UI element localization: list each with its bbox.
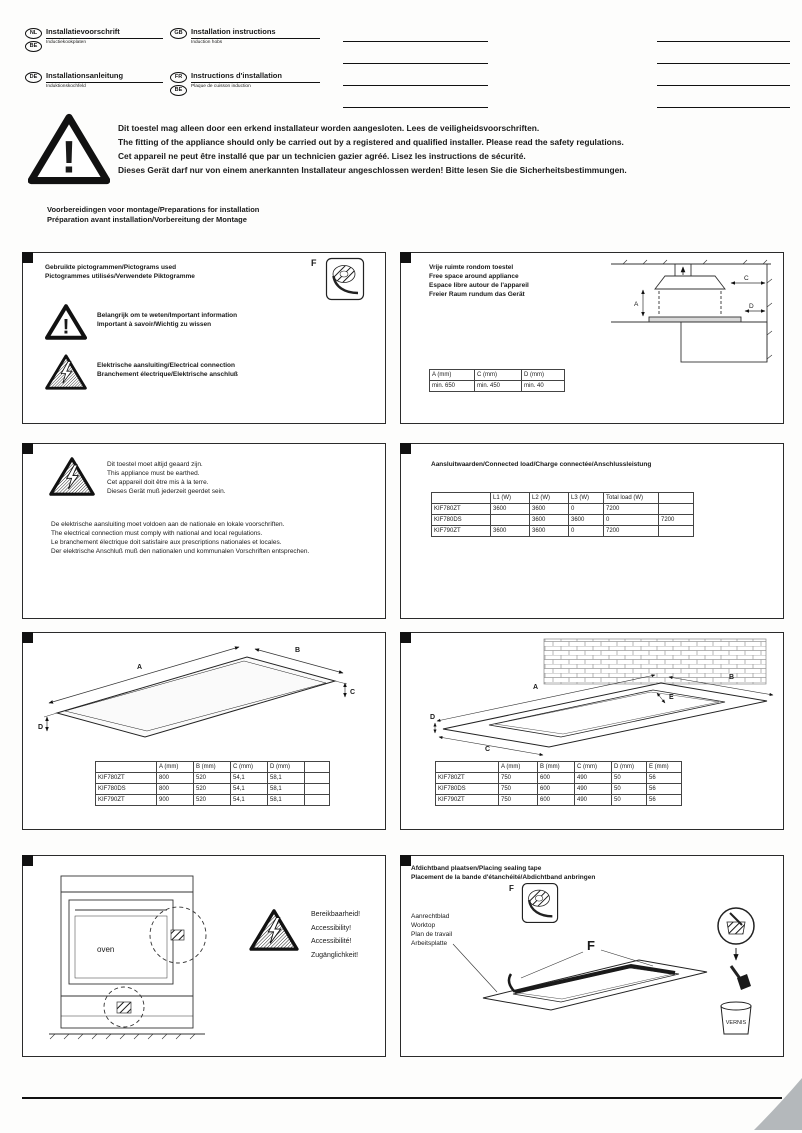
cell: 58,1 (268, 784, 305, 795)
language-badge-de: DE (25, 72, 42, 83)
f-label: F (311, 258, 317, 268)
header-cell: C (mm) (475, 370, 522, 381)
panel-corner-mark (400, 855, 411, 866)
important-info-label (97, 311, 237, 329)
title-line: Free space around appliance (429, 273, 519, 280)
page-corner-shape (754, 1078, 802, 1130)
cell: 7200 (604, 504, 659, 515)
lightning-triangle-icon (45, 353, 87, 391)
panel-corner-mark (22, 443, 33, 454)
cell: min. 450 (475, 381, 522, 392)
cell: 3600 (530, 526, 569, 537)
panel-corner-mark (400, 252, 411, 263)
blank-rule (343, 107, 488, 108)
table-row (436, 784, 682, 795)
lightning-triangle-icon (49, 456, 95, 497)
warning-triangle-icon (28, 112, 110, 186)
header-cell: Total load (W) (604, 493, 659, 504)
language-badges (170, 71, 187, 96)
text-line: Arbeitsplatte (411, 940, 448, 947)
cell: 3600 (569, 515, 604, 526)
panel-free-space (400, 252, 784, 424)
dim-label-b: B (729, 674, 735, 681)
text-line: Der elektrische Anschluß muß den nationalen und kommunalen Vorschriften entsprechen. (51, 548, 310, 555)
header-cell: A (mm) (157, 762, 194, 773)
language-badge-nl: NL (25, 28, 42, 39)
panel-accessibility (22, 855, 386, 1057)
title-line: Placement de la bande d'étanchéité/Abdichtband anbringen (411, 874, 596, 881)
free-space-title (429, 263, 529, 299)
table-row (432, 526, 694, 537)
panel-corner-mark (22, 855, 33, 866)
label-line: Elektrische aansluiting/Electrical connection (97, 362, 235, 369)
cell: 490 (575, 784, 612, 795)
cell: 800 (157, 773, 194, 784)
cell: 56 (647, 784, 682, 795)
cell: 490 (575, 773, 612, 784)
language-badge-gb: GB (170, 28, 187, 39)
header-entry-gb (170, 27, 320, 45)
panel-sealing-tape (400, 855, 784, 1057)
header-blank-field (343, 27, 488, 69)
header-rule (46, 38, 163, 39)
f-label-small: F (509, 884, 514, 893)
cell: 900 (157, 795, 194, 806)
cell: 750 (499, 795, 538, 806)
cell: 3600 (491, 504, 530, 515)
header-cell (436, 762, 499, 773)
cell: 50 (612, 773, 647, 784)
header-cell: L2 (W) (530, 493, 569, 504)
cell: 50 (612, 784, 647, 795)
text-line: Dieses Gerät muß jederzeit geerdet sein. (107, 488, 226, 495)
header-entry-de (25, 71, 163, 89)
language-badge-be: BE (170, 85, 187, 96)
electrical-warning-icon (249, 908, 299, 952)
panel-corner-mark (22, 632, 33, 643)
cell: 600 (538, 773, 575, 784)
dim-label-c: C (350, 689, 356, 696)
header-entry-subtitle: Inductiekookplaten (46, 40, 87, 45)
cell: KIF780ZT (436, 773, 499, 784)
cell: KIF780DS (436, 784, 499, 795)
svg-text:!: ! (62, 315, 70, 339)
cell: 54,1 (231, 795, 268, 806)
blank-rule (343, 41, 488, 42)
header-cell (659, 493, 694, 504)
header-cell: E (mm) (647, 762, 682, 773)
header-blank-field (343, 71, 488, 113)
cell (305, 784, 330, 795)
header-entry-fr-be (170, 71, 320, 96)
text-line: Aanrechtblad (411, 913, 450, 920)
dim-label-d: D (430, 714, 436, 721)
blank-rule (343, 63, 488, 64)
sealing-tape-icon (521, 882, 559, 924)
dim-label-e: E (669, 694, 674, 701)
cell: 0 (604, 515, 659, 526)
table-header-row (96, 762, 330, 773)
dim-label-d: D (38, 724, 44, 731)
blank-rule (657, 63, 790, 64)
dim-label-c: C (744, 275, 749, 282)
cell: KIF790ZT (436, 795, 499, 806)
cell: 56 (647, 773, 682, 784)
safety-warning-text (118, 121, 783, 177)
header-cell: D (mm) (522, 370, 565, 381)
dim-label-a: A (533, 684, 539, 691)
connected-load-table (431, 492, 694, 537)
section-title-line: Préparation avant installation/Vorbereitung der Montage (47, 215, 247, 224)
free-space-diagram (553, 259, 775, 365)
worktop-cutout-diagram (429, 637, 779, 757)
table-header-row (430, 370, 565, 381)
table-header-row (436, 762, 682, 773)
header-entry-subtitle: Induction hobs (191, 40, 223, 45)
cell: 58,1 (268, 795, 305, 806)
title-line: Freier Raum rundum das Gerät (429, 291, 525, 298)
title-line: Vrije ruimte rondom toestel (429, 264, 514, 271)
varnish-pictogram (703, 902, 769, 1050)
warning-line-fr: Cet appareil ne peut être installé que par un technicien gazier agréé. Lisez les instructions de sécurité. (118, 151, 526, 161)
cell: 600 (538, 784, 575, 795)
header-entry-title: Installation instructions (191, 27, 276, 36)
panel-earthing (22, 443, 386, 619)
cell: KIF780ZT (432, 504, 491, 515)
panel-connected-load (400, 443, 784, 619)
text-line: De elektrische aansluiting moet voldoen aan de nationale en lokale voorschriften. (51, 521, 285, 528)
pictograms-title (45, 263, 195, 281)
cell: 58,1 (268, 773, 305, 784)
header-cell: L3 (W) (569, 493, 604, 504)
blank-rule (657, 107, 790, 108)
tape-roll-icon (521, 882, 559, 924)
cell: KIF790ZT (96, 795, 157, 806)
oven-label: oven (97, 945, 115, 954)
cell: 800 (157, 784, 194, 795)
header-rule (191, 82, 320, 83)
header-cell: A (mm) (430, 370, 475, 381)
header-cell (96, 762, 157, 773)
earthing-statement (107, 460, 226, 496)
cell: min. 650 (430, 381, 475, 392)
text-line: Le branchement électrique doit satisfaire aux prescriptions nationales et locales. (51, 539, 282, 546)
electrical-connection-icon (45, 353, 87, 391)
cell: KIF780DS (96, 784, 157, 795)
sealing-tape-title (411, 864, 595, 882)
header-entry-subtitle: Plaque de cuisson induction (191, 84, 251, 89)
panel-appliance-dimensions (22, 632, 386, 830)
table-row (430, 381, 565, 392)
dim-label-c: C (485, 746, 491, 753)
header-cell: L1 (W) (491, 493, 530, 504)
panel-corner-mark (400, 443, 411, 454)
appliance-dimensions-diagram (37, 639, 372, 754)
warning-line-de: Dieses Gerät darf nur von einem anerkannten Installateur angeschlossen werden! Bitte lesen Sie die Sicherheitsbestimmungen. (118, 165, 627, 175)
header-cell: A (mm) (499, 762, 538, 773)
appliance-dimensions-table (95, 761, 330, 806)
cell (659, 504, 694, 515)
header-entry-title: Instructions d'installation (191, 71, 282, 80)
dim-label-a: A (634, 301, 639, 308)
cell: 520 (194, 784, 231, 795)
header-rule (46, 82, 163, 83)
label-line: Belangrijk om te weten/Important information (97, 312, 238, 319)
free-space-table (429, 369, 565, 392)
exclamation-triangle-icon (45, 303, 87, 341)
header-blank-field (657, 71, 790, 113)
title-line: Afdichtband plaatsen/Placing sealing tape (411, 865, 542, 872)
blank-rule (343, 85, 488, 86)
language-badge-fr: FR (170, 72, 187, 83)
text-line: Worktop (411, 922, 436, 929)
regulations-statement (51, 520, 309, 556)
text-line: The electrical connection must comply with national and local regulations. (51, 530, 263, 537)
header-entry-nl-be (25, 27, 163, 52)
cell: min. 40 (522, 381, 565, 392)
cell: 50 (612, 795, 647, 806)
language-badges (25, 71, 42, 89)
language-badge-be: BE (25, 41, 42, 52)
sealing-tape-icon (325, 257, 365, 301)
header-entry-text (46, 71, 163, 89)
cell (305, 795, 330, 806)
cell: 7200 (604, 526, 659, 537)
section-title (47, 205, 259, 225)
varnish-pot-label: VERNIS (725, 1020, 747, 1026)
text-line: Accessibility! (311, 924, 352, 932)
cell: KIF780DS (432, 515, 491, 526)
header-rule (191, 38, 320, 39)
language-badges (170, 27, 187, 45)
text-line: This appliance must be earthed. (107, 470, 200, 477)
page-corner-mark (750, 1078, 802, 1130)
cell: KIF780ZT (96, 773, 157, 784)
electrical-warning-icon (49, 456, 95, 497)
header-cell: B (mm) (194, 762, 231, 773)
tape-roll-icon (325, 257, 365, 301)
blank-rule (657, 85, 790, 86)
header-entry-text (191, 27, 320, 45)
panel-corner-mark (22, 252, 33, 263)
svg-text:!: ! (61, 131, 77, 183)
header-entry-text (46, 27, 163, 52)
cell: 490 (575, 795, 612, 806)
cell: 7200 (659, 515, 694, 526)
header-cell: B (mm) (538, 762, 575, 773)
label-line: Branchement électrique/Elektrische anschluß (97, 371, 238, 378)
section-title-line: Voorbereidingen voor montage/Preparations for installation (47, 205, 260, 214)
important-info-icon (45, 303, 87, 341)
header-cell: C (mm) (575, 762, 612, 773)
header-cell (305, 762, 330, 773)
worktop-cutout-table (435, 761, 682, 806)
cell: 750 (499, 773, 538, 784)
header-entry-title: Installationsanleitung (46, 71, 124, 80)
blank-rule (657, 41, 790, 42)
lightning-triangle-icon (249, 908, 299, 952)
table-row (96, 784, 330, 795)
warning-line-nl: Dit toestel mag alleen door een erkend installateur worden aangesloten. Lees de veiligheidsvoorschriften. (118, 123, 540, 133)
cell: 3600 (491, 526, 530, 537)
label-line: Important à savoir/Wichtig zu wissen (97, 321, 212, 328)
cell: 520 (194, 773, 231, 784)
table-row (96, 795, 330, 806)
connected-load-title: Aansluitwaarden/Connected load/Charge connectée/Anschlussleistung (431, 461, 652, 468)
cell (491, 515, 530, 526)
text-line: Zugänglichkeit! (311, 951, 359, 959)
cell: 750 (499, 784, 538, 795)
cell: 3600 (530, 504, 569, 515)
panel-pictograms (22, 252, 386, 424)
cell: 54,1 (231, 773, 268, 784)
electrical-connection-label (97, 361, 238, 379)
header-entry-subtitle: Induktionskochfeld (46, 84, 86, 89)
exclamation-triangle-icon (28, 112, 110, 186)
header-cell: D (mm) (268, 762, 305, 773)
title-line: Gebruikte pictogrammen/Pictograms used (45, 264, 177, 271)
table-header-row (432, 493, 694, 504)
text-line: Bereikbaarheid! (311, 911, 361, 918)
cell: 54,1 (231, 784, 268, 795)
accessibility-text (311, 908, 360, 962)
panel-worktop-cutout (400, 632, 784, 830)
f-label-big: F (587, 938, 595, 953)
cell: 56 (647, 795, 682, 806)
oven-installation-diagram (45, 868, 250, 1046)
header-entry-title: Installatievoorschrift (46, 27, 120, 36)
header-entry-text (191, 71, 320, 96)
header-blank-field (657, 27, 790, 69)
title-line: Pictogrammes utilisés/Verwendete Piktogramme (45, 273, 195, 280)
header-cell: C (mm) (231, 762, 268, 773)
bottom-rule (22, 1097, 782, 1099)
table-row (432, 515, 694, 526)
text-line: Cet appareil doit être mis à la terre. (107, 479, 209, 486)
cell: 3600 (530, 515, 569, 526)
table-row (436, 773, 682, 784)
cell: 520 (194, 795, 231, 806)
dim-label-b: B (295, 647, 301, 654)
cell: 600 (538, 795, 575, 806)
table-row (432, 504, 694, 515)
dim-label-d: D (749, 303, 754, 310)
language-badges (25, 27, 42, 52)
text-line: Accessibilité! (311, 938, 352, 945)
cell: KIF790ZT (432, 526, 491, 537)
cell: 0 (569, 526, 604, 537)
header-cell: D (mm) (612, 762, 647, 773)
cell: 0 (569, 504, 604, 515)
text-line: Dit toestel moet altijd geaard zijn. (107, 461, 203, 468)
table-row (436, 795, 682, 806)
cell (659, 526, 694, 537)
text-line: Plan de travail (411, 931, 453, 938)
panel-corner-mark (400, 632, 411, 643)
title-line: Espace libre autour de l'appareil (429, 282, 529, 289)
table-row (96, 773, 330, 784)
dim-label-a: A (137, 664, 143, 671)
header-cell (432, 493, 491, 504)
warning-line-en: The fitting of the appliance should only be carried out by a registered and qualified installer. Please read the safety regulations. (118, 137, 624, 147)
cell (305, 773, 330, 784)
